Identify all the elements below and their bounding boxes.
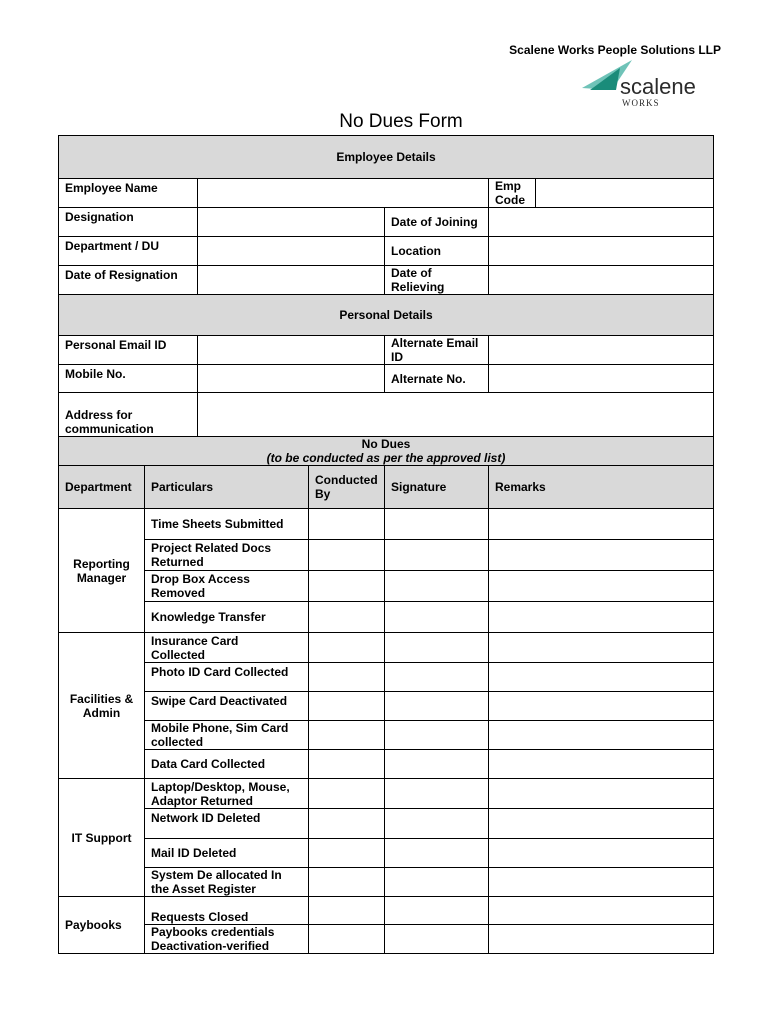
particular-item: Photo ID Card Collected	[145, 663, 309, 692]
personal-details-heading: Personal Details	[59, 295, 714, 336]
date-of-relieving-label: Date of Relieving	[385, 266, 489, 295]
location-field[interactable]	[489, 237, 714, 266]
particular-item: Laptop/Desktop, Mouse, Adaptor Returned	[145, 779, 309, 809]
particular-item: Network ID Deleted	[145, 809, 309, 839]
department-paybooks: Paybooks	[59, 897, 145, 954]
particular-item: Mail ID Deleted	[145, 839, 309, 868]
particular-item: Knowledge Transfer	[145, 602, 309, 633]
department-du-field[interactable]	[198, 237, 385, 266]
signature-cell[interactable]	[385, 633, 489, 663]
column-header-remarks: Remarks	[489, 466, 714, 509]
remarks-cell[interactable]	[489, 540, 714, 571]
remarks-cell[interactable]	[489, 633, 714, 663]
particular-item: Requests Closed	[145, 897, 309, 925]
emp-code-field[interactable]	[536, 179, 714, 208]
conducted-by-cell[interactable]	[309, 571, 385, 602]
department-facilities-admin: Facilities & Admin	[59, 633, 145, 779]
designation-field[interactable]	[198, 208, 385, 237]
particular-item: Time Sheets Submitted	[145, 509, 309, 540]
signature-cell[interactable]	[385, 571, 489, 602]
conducted-by-cell[interactable]	[309, 721, 385, 750]
date-of-resignation-field[interactable]	[198, 266, 385, 295]
column-header-department: Department	[59, 466, 145, 509]
signature-cell[interactable]	[385, 839, 489, 868]
mobile-label: Mobile No.	[59, 365, 198, 393]
personal-email-field[interactable]	[198, 336, 385, 365]
designation-label: Designation	[59, 208, 198, 237]
conducted-by-cell[interactable]	[309, 809, 385, 839]
emp-code-label: Emp Code	[489, 179, 536, 208]
signature-cell[interactable]	[385, 925, 489, 954]
alternate-email-label: Alternate Email ID	[385, 336, 489, 365]
particular-item: Paybooks credentials Deactivation-verified	[145, 925, 309, 954]
particular-item: Mobile Phone, Sim Card collected	[145, 721, 309, 750]
signature-cell[interactable]	[385, 779, 489, 809]
alternate-no-field[interactable]	[489, 365, 714, 393]
alternate-no-label: Alternate No.	[385, 365, 489, 393]
date-of-relieving-field[interactable]	[489, 266, 714, 295]
no-dues-form-table	[58, 135, 714, 954]
address-field[interactable]	[198, 393, 714, 437]
conducted-by-cell[interactable]	[309, 868, 385, 897]
column-header-signature: Signature	[385, 466, 489, 509]
particular-item: Project Related Docs Returned	[145, 540, 309, 571]
remarks-cell[interactable]	[489, 868, 714, 897]
remarks-cell[interactable]	[489, 779, 714, 809]
signature-cell[interactable]	[385, 602, 489, 633]
conducted-by-cell[interactable]	[309, 779, 385, 809]
department-du-label: Department / DU	[59, 237, 198, 266]
no-dues-subheading: (to be conducted as per the approved list)	[266, 451, 506, 465]
particular-item: Drop Box Access Removed	[145, 571, 309, 602]
column-header-conducted-by: Conducted By	[309, 466, 385, 509]
company-name: Scalene Works People Solutions LLP	[509, 43, 721, 57]
remarks-cell[interactable]	[489, 692, 714, 721]
alternate-email-field[interactable]	[489, 336, 714, 365]
no-dues-heading: No Dues (to be conducted as per the approved list)	[59, 437, 714, 466]
signature-cell[interactable]	[385, 897, 489, 925]
particular-item: Swipe Card Deactivated	[145, 692, 309, 721]
signature-cell[interactable]	[385, 509, 489, 540]
date-of-joining-label: Date of Joining	[385, 208, 489, 237]
conducted-by-cell[interactable]	[309, 750, 385, 779]
signature-cell[interactable]	[385, 750, 489, 779]
particular-item: System De allocated In the Asset Register	[145, 868, 309, 897]
particular-item: Data Card Collected	[145, 750, 309, 779]
remarks-cell[interactable]	[489, 809, 714, 839]
svg-text:scalene: scalene	[620, 74, 696, 99]
conducted-by-cell[interactable]	[309, 839, 385, 868]
scalene-works-logo	[580, 60, 700, 110]
signature-cell[interactable]	[385, 809, 489, 839]
remarks-cell[interactable]	[489, 897, 714, 925]
column-header-particulars: Particulars	[145, 466, 309, 509]
conducted-by-cell[interactable]	[309, 633, 385, 663]
conducted-by-cell[interactable]	[309, 897, 385, 925]
conducted-by-cell[interactable]	[309, 663, 385, 692]
remarks-cell[interactable]	[489, 750, 714, 779]
form-title: No Dues Form	[339, 111, 463, 132]
remarks-cell[interactable]	[489, 839, 714, 868]
signature-cell[interactable]	[385, 721, 489, 750]
conducted-by-cell[interactable]	[309, 602, 385, 633]
remarks-cell[interactable]	[489, 663, 714, 692]
remarks-cell[interactable]	[489, 571, 714, 602]
date-of-joining-field[interactable]	[489, 208, 714, 237]
employee-name-field[interactable]	[198, 179, 489, 208]
mobile-field[interactable]	[198, 365, 385, 393]
conducted-by-cell[interactable]	[309, 925, 385, 954]
signature-cell[interactable]	[385, 692, 489, 721]
remarks-cell[interactable]	[489, 925, 714, 954]
conducted-by-cell[interactable]	[309, 509, 385, 540]
remarks-cell[interactable]	[489, 509, 714, 540]
employee-details-heading: Employee Details	[59, 136, 714, 179]
signature-cell[interactable]	[385, 540, 489, 571]
remarks-cell[interactable]	[489, 602, 714, 633]
address-label: Address for communication	[59, 393, 198, 437]
department-it-support: IT Support	[59, 779, 145, 897]
signature-cell[interactable]	[385, 868, 489, 897]
conducted-by-cell[interactable]	[309, 540, 385, 571]
date-of-resignation-label: Date of Resignation	[59, 266, 198, 295]
conducted-by-cell[interactable]	[309, 692, 385, 721]
employee-name-label: Employee Name	[59, 179, 198, 208]
personal-email-label: Personal Email ID	[59, 336, 198, 365]
signature-cell[interactable]	[385, 663, 489, 692]
particular-item: Insurance Card Collected	[145, 633, 309, 663]
remarks-cell[interactable]	[489, 721, 714, 750]
svg-text:WORKS: WORKS	[622, 98, 660, 108]
location-label: Location	[385, 237, 489, 266]
department-reporting-manager: Reporting Manager	[59, 509, 145, 633]
